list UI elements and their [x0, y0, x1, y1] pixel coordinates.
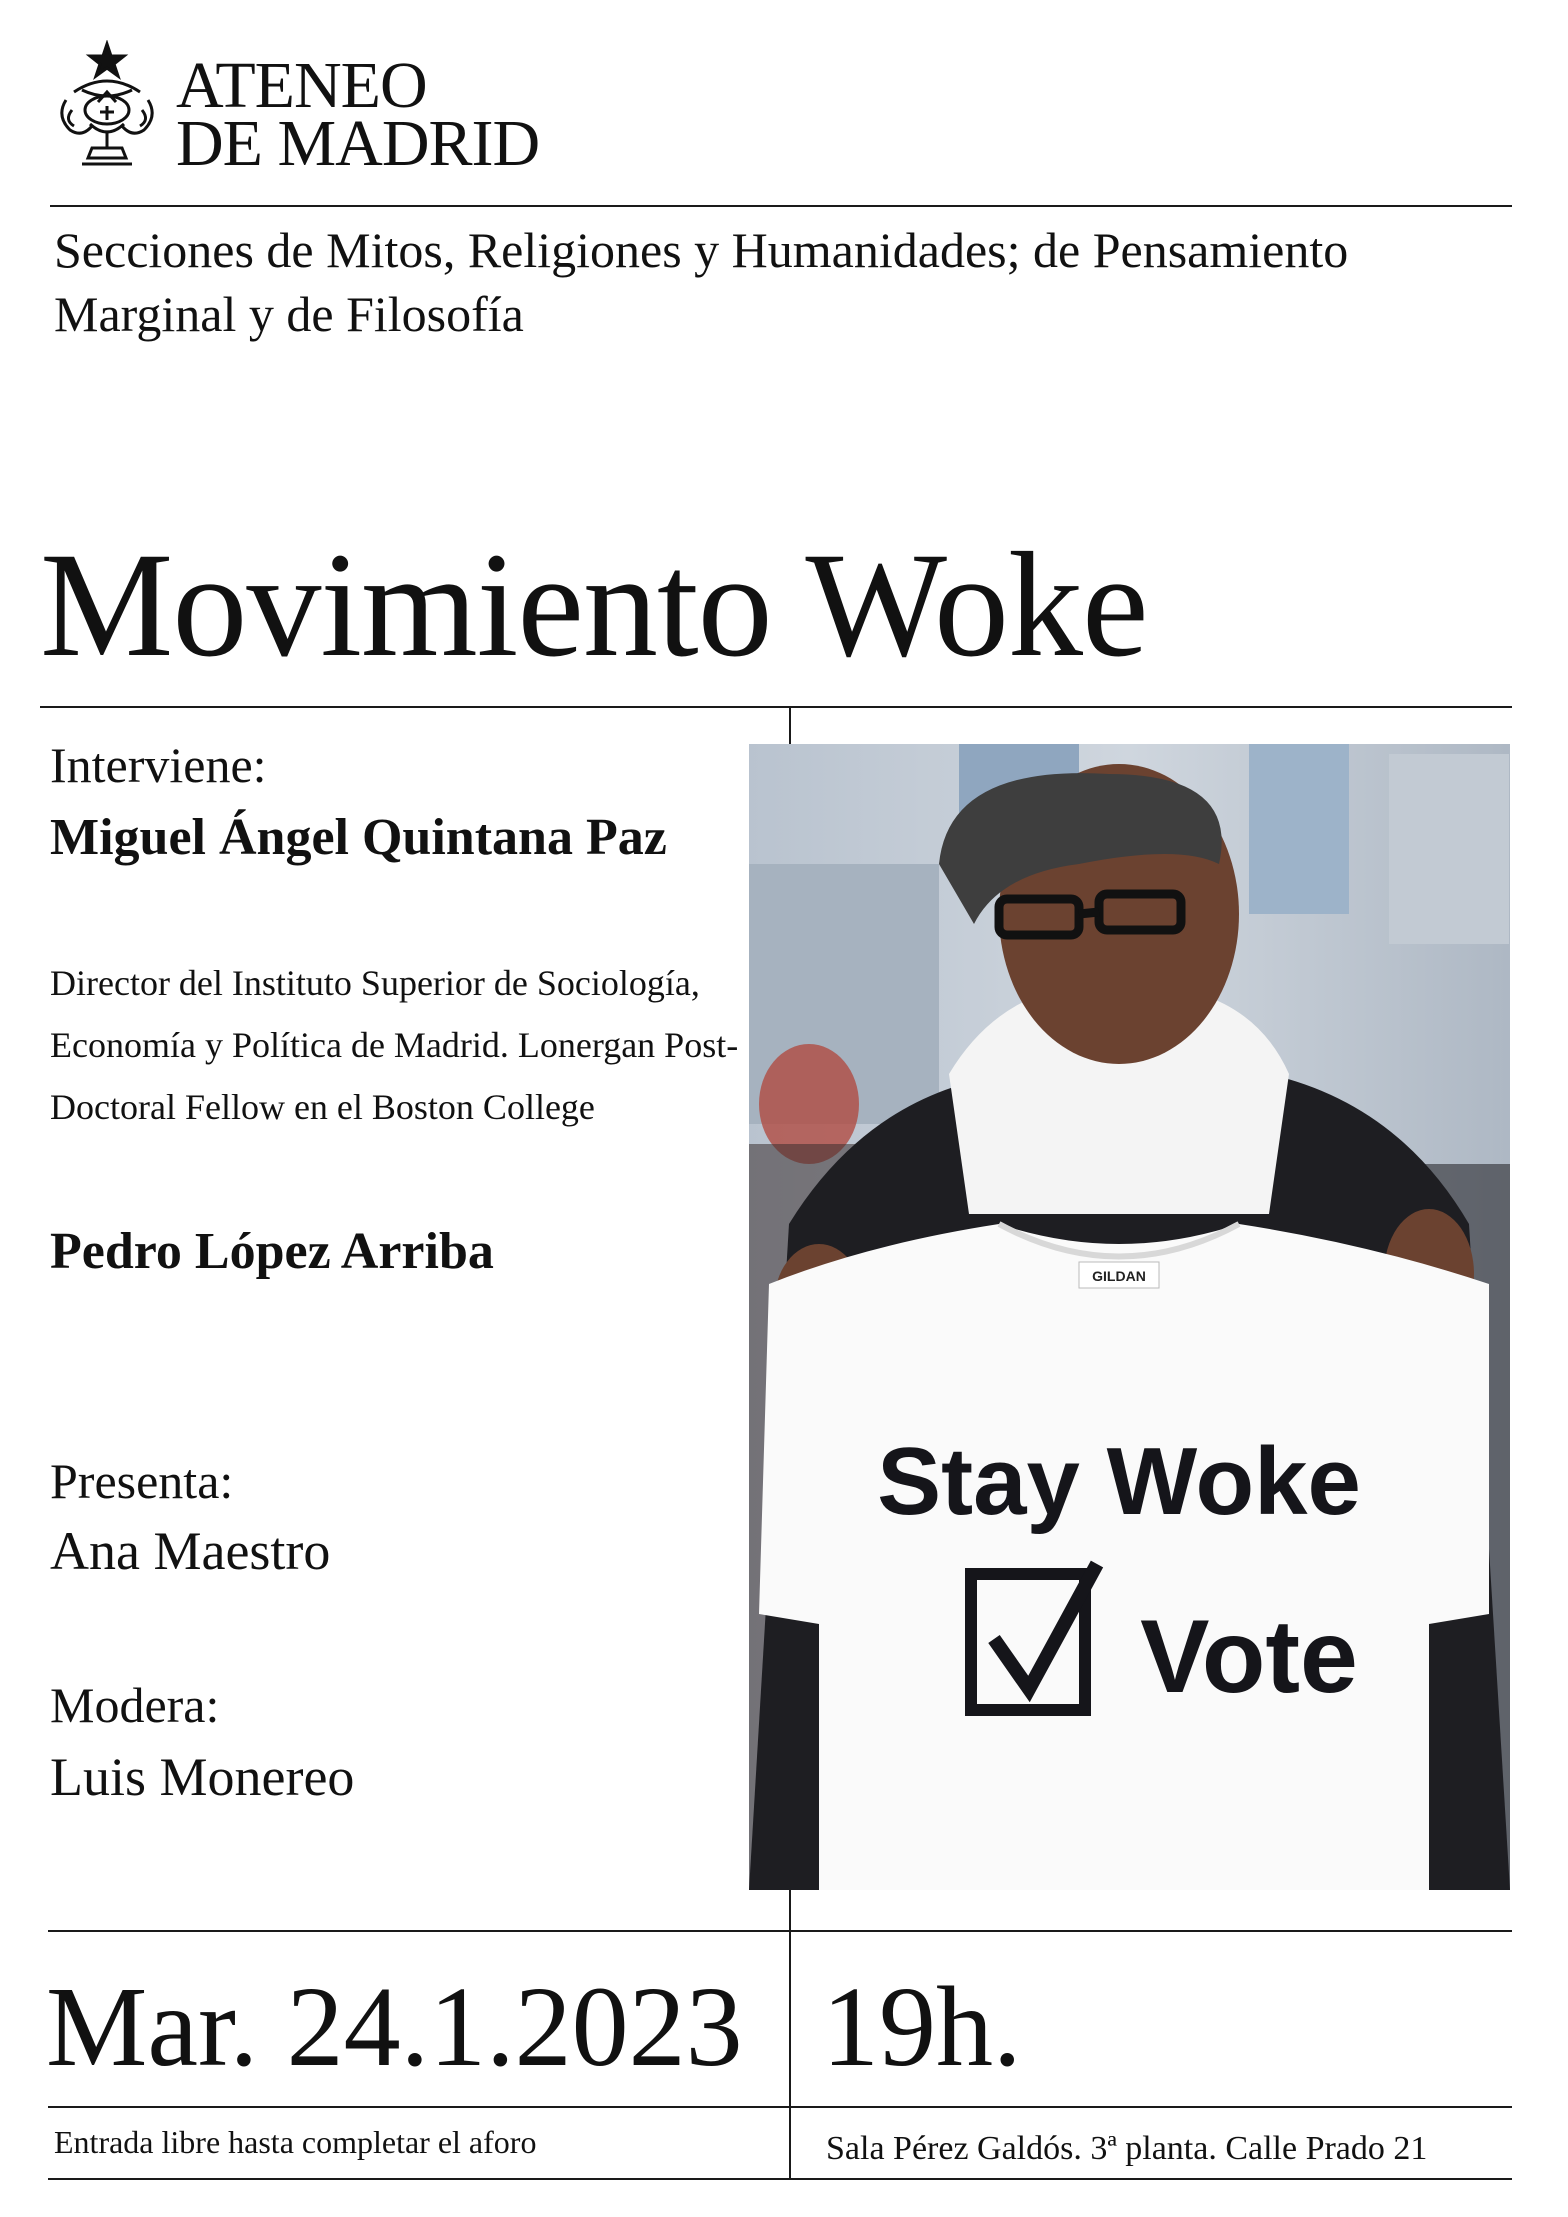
speaker-1-bio: Director del Instituto Superior de Sociología, Economía y Política de Madrid. Lonergan Post-Doctoral Fellow en el Boston College: [50, 963, 739, 1127]
column-divider-middle: [789, 1890, 791, 1930]
column-divider-top: [789, 706, 791, 744]
speaker-1-name: Miguel Ángel Quintana Paz: [50, 809, 667, 866]
ateneo-crest-logo: [52, 40, 162, 170]
bottom-divider: [48, 2178, 1512, 2180]
title-divider: [40, 706, 1512, 708]
shirt-tag-text: GILDAN: [1092, 1268, 1146, 1284]
moderator-label: Modera:: [50, 1677, 220, 1733]
brand-line-1: ATENEO: [176, 49, 427, 122]
brand-line-2: DE MADRID: [176, 107, 540, 180]
event-title: Movimiento Woke: [40, 522, 1148, 688]
header-divider: [50, 205, 1512, 207]
shirt-text-line-2: Vote: [1140, 1599, 1358, 1715]
organizing-sections: Secciones de Mitos, Religiones y Humanidades; de Pensamiento Marginal y de Filosofía: [54, 222, 1349, 342]
footer-divider: [48, 2106, 1512, 2108]
speaker-2-name: Pedro López Arriba: [50, 1223, 494, 1280]
schedule-column-divider: [789, 1930, 791, 2180]
speakers-label: Interviene:: [50, 737, 267, 793]
presenter-name: Ana Maestro: [50, 1521, 331, 1581]
entry-note: Entrada libre hasta completar el aforo: [54, 2124, 537, 2160]
venue-address: Sala Pérez Galdós. 3ª planta. Calle Prado 21: [826, 2130, 1428, 2167]
moderator-name: Luis Monereo: [50, 1747, 355, 1807]
event-photo: [749, 744, 1510, 1890]
presenter-label: Presenta:: [50, 1453, 234, 1509]
shirt-text-line-1: Stay Woke: [877, 1428, 1361, 1535]
event-time: 19h.: [822, 1963, 1022, 2090]
schedule-top-divider: [48, 1930, 1512, 1932]
event-date: Mar. 24.1.2023: [46, 1963, 743, 2090]
